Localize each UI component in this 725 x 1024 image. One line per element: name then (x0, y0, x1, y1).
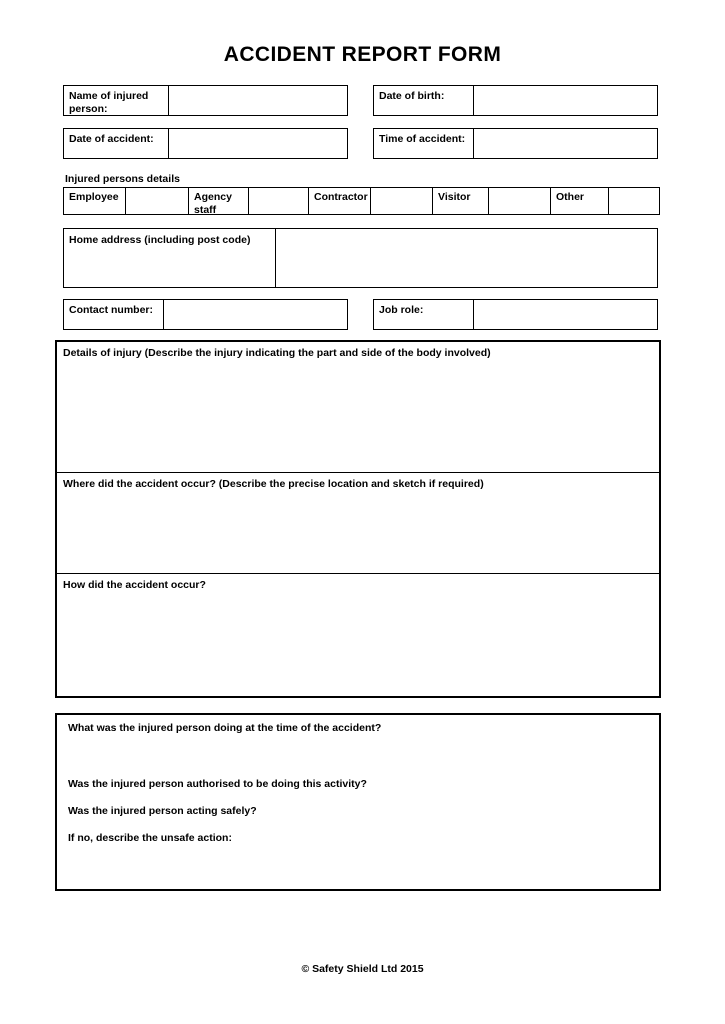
field-job-role (373, 299, 658, 330)
persons-type-checkbox-employee[interactable] (126, 188, 189, 214)
field-name-of-injured-person (63, 85, 348, 116)
time-of-accident-input[interactable] (474, 129, 657, 158)
persons-type-checkbox-other[interactable] (609, 188, 659, 214)
injured-persons-details-caption: Injured persons details (65, 173, 180, 185)
details-of-injury-prompt: Details of injury (Describe the injury indicating the part and side of the body involved) (63, 347, 491, 359)
question-unsafe-action: If no, describe the unsafe action: (68, 832, 232, 844)
field-date-of-birth (373, 85, 658, 116)
question-authorised-activity: Was the injured person authorised to be doing this activity? (68, 778, 367, 790)
persons-type-label-other: Other (551, 188, 609, 214)
where-accident-occurred-prompt: Where did the accident occur? (Describe the precise location and sketch if required) (63, 478, 484, 490)
field-home-address (63, 228, 658, 288)
copyright-footer: © Safety Shield Ltd 2015 (301, 963, 424, 975)
how-accident-occurred-prompt: How did the accident occur? (63, 579, 206, 591)
persons-type-label-visitor: Visitor (433, 188, 489, 214)
field-label: Name of injured person: (64, 86, 169, 115)
persons-type-label-agency-staff: Agency staff (189, 188, 249, 214)
persons-type-checkbox-agency-staff[interactable] (249, 188, 309, 214)
injured-persons-details-table (63, 187, 660, 215)
persons-type-label-contractor: Contractor (309, 188, 371, 214)
persons-type-checkbox-visitor[interactable] (489, 188, 551, 214)
narrative-sections-group (55, 340, 661, 698)
field-date-of-accident (63, 128, 348, 159)
where-accident-occurred-field[interactable] (57, 473, 659, 574)
field-time-of-accident (373, 128, 658, 159)
field-contact-number (63, 299, 348, 330)
contact-number-input[interactable] (164, 300, 347, 329)
field-label: Date of accident: (64, 129, 169, 158)
questions-block (55, 713, 661, 891)
field-label: Contact number: (64, 300, 164, 329)
date-of-birth-input[interactable] (474, 86, 657, 115)
persons-type-checkbox-contractor[interactable] (371, 188, 433, 214)
date-of-accident-input[interactable] (169, 129, 347, 158)
name-of-injured-person-input[interactable] (169, 86, 347, 115)
page-title: ACCIDENT REPORT FORM (223, 43, 502, 66)
field-label: Time of accident: (374, 129, 474, 158)
details-of-injury-field[interactable] (57, 342, 659, 473)
job-role-input[interactable] (474, 300, 657, 329)
question-acting-safely: Was the injured person acting safely? (68, 805, 257, 817)
field-label: Date of birth: (374, 86, 474, 115)
question-activity-at-time: What was the injured person doing at the time of the accident? (68, 722, 382, 734)
home-address-label: Home address (including post code) (64, 229, 276, 287)
home-address-input[interactable] (276, 229, 657, 287)
field-label: Job role: (374, 300, 474, 329)
how-accident-occurred-field[interactable] (57, 574, 659, 696)
persons-type-label-employee: Employee (64, 188, 126, 214)
